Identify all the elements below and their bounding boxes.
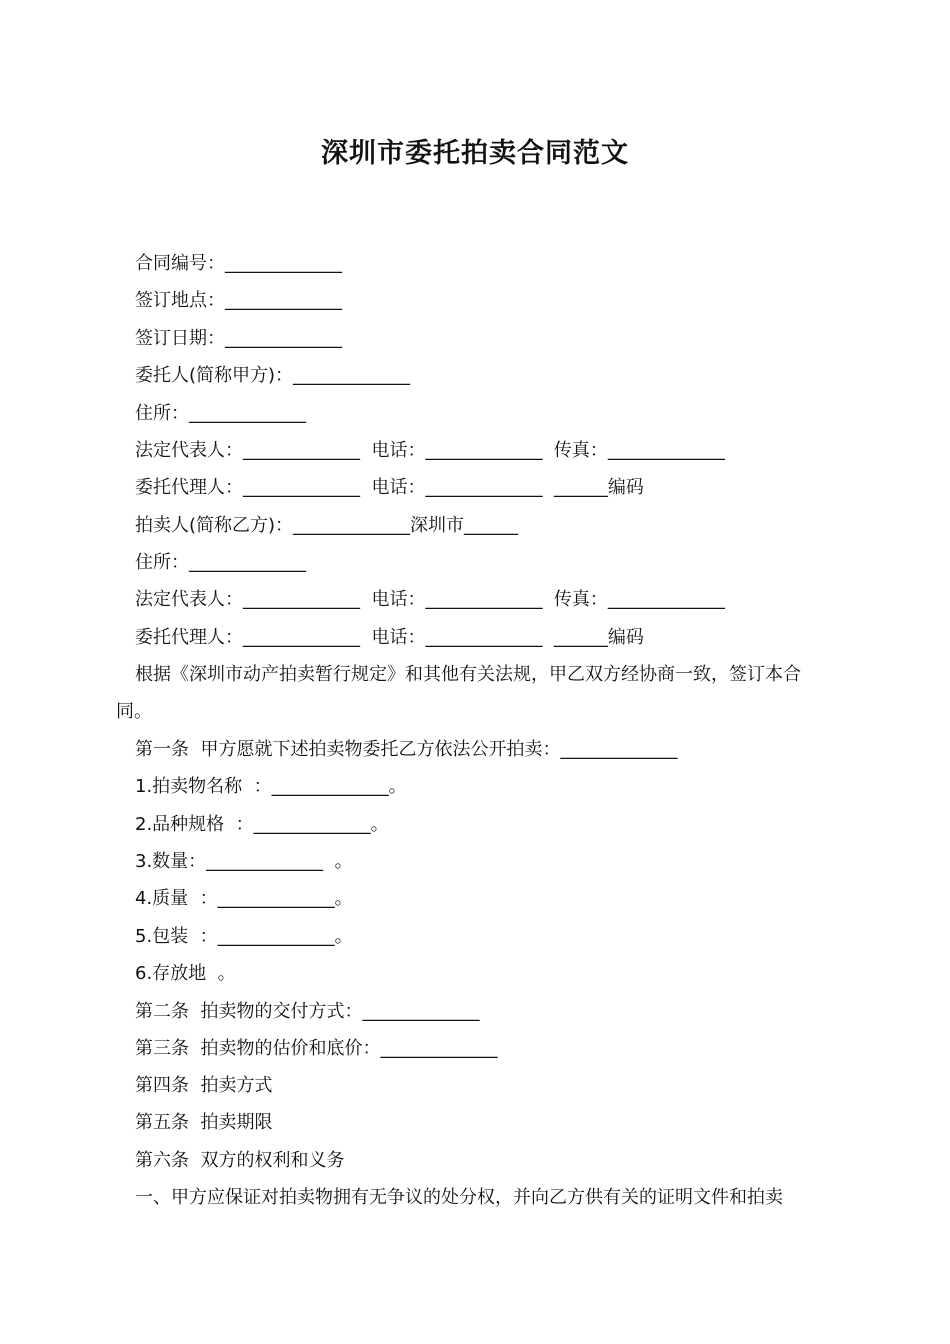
article-4-line: 第四条 拍卖方式 — [135, 1075, 273, 1096]
party-b-address-line: 住所：_____________ — [135, 552, 306, 573]
signing-place-line: 签订地点：_____________ — [135, 290, 342, 311]
item-name-line: 1.拍卖物名称 ：_____________。 — [135, 776, 407, 797]
item-quality-line: 4.质量 ：_____________。 — [135, 888, 353, 909]
party-a-agent-line: 委托代理人：_____________ 电话：_____________ ______编码 — [135, 477, 644, 498]
article-1-line: 第一条 甲方愿就下述拍卖物委托乙方依法公开拍卖：_____________ — [135, 739, 678, 760]
preamble-paragraph: 根据《深圳市动产拍卖暂行规定》和其他有关法规，甲乙双方经协商一致，签订本合同。 — [116, 664, 801, 722]
article-2-line: 第二条 拍卖物的交付方式：_____________ — [135, 1001, 480, 1022]
item-spec-line: 2.品种规格 ：_____________。 — [135, 814, 389, 835]
party-b-agent-line: 委托代理人：_____________ 电话：_____________ ______编码 — [135, 627, 644, 648]
contract-number-line: 合同编号：_____________ — [135, 253, 342, 274]
document-title: 深圳市委托拍卖合同范文 — [321, 138, 629, 169]
item-packaging-line: 5.包装 ：_____________。 — [135, 926, 353, 947]
party-a-address-line: 住所：_____________ — [135, 403, 306, 424]
article-6-line: 第六条 双方的权利和义务 — [135, 1150, 345, 1171]
clause-1-line: 一、甲方应保证对拍卖物拥有无争议的处分权，并向乙方供有关的证明文件和拍卖 — [135, 1187, 783, 1208]
party-a-line: 委托人(简称甲方)：_____________ — [135, 365, 411, 386]
party-b-line: 拍卖人(简称乙方)：_____________深圳市______ — [135, 515, 519, 536]
signing-date-line: 签订日期：_____________ — [135, 328, 342, 349]
party-b-legal-rep-line: 法定代表人：_____________ 电话：_____________ 传真：_____________ — [135, 589, 725, 610]
item-quantity-line: 3.数量：_____________ 。 — [135, 851, 353, 872]
item-storage-line: 6.存放地 。 — [135, 963, 236, 984]
party-a-legal-rep-line: 法定代表人：_____________ 电话：_____________ 传真：_____________ — [135, 440, 725, 461]
article-3-line: 第三条 拍卖物的估价和底价：_____________ — [135, 1038, 498, 1059]
article-5-line: 第五条 拍卖期限 — [135, 1112, 273, 1133]
